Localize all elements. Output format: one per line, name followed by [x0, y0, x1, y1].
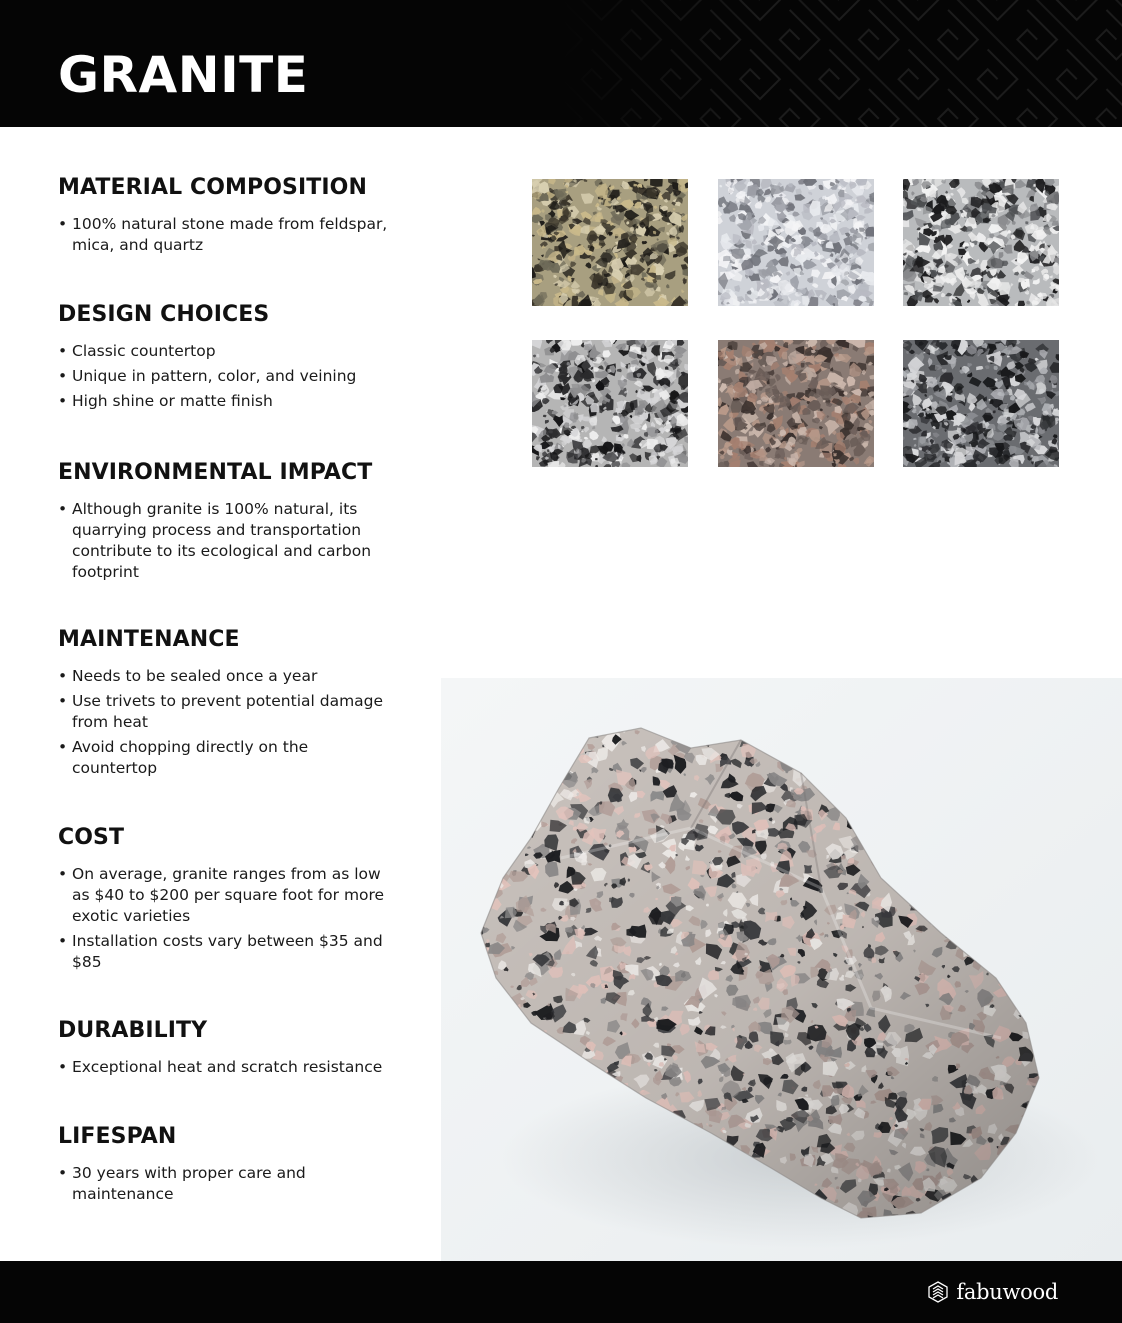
section-durability	[58, 1017, 398, 1082]
swatch-tan-granite	[532, 179, 688, 306]
section-heading: MAINTENANCE	[58, 627, 240, 652]
bullet-icon: •	[58, 865, 68, 883]
list-item	[58, 499, 398, 583]
granite-rock-image	[441, 678, 1122, 1261]
bullet-icon: •	[58, 692, 68, 710]
list-item	[58, 691, 398, 733]
list-item	[58, 391, 398, 412]
bullet-icon: •	[58, 1164, 68, 1182]
bullet-icon: •	[58, 738, 68, 756]
bullet-text: On average, granite ranges from as low as $40 to $200 per square foot for more exotic varieties	[72, 865, 385, 925]
bullet-text: Classic countertop	[72, 342, 216, 360]
granite-rock-illustration	[441, 678, 1122, 1261]
section-heading: ENVIRONMENTAL IMPACT	[58, 460, 373, 485]
section-design-choices	[58, 301, 398, 416]
section-heading: COST	[58, 825, 125, 850]
list-item	[58, 341, 398, 362]
granite-texture	[718, 179, 874, 306]
bullet-icon: •	[58, 367, 68, 385]
brand-name: fabuwood	[956, 1280, 1058, 1304]
bullet-icon: •	[58, 667, 68, 685]
list-item	[58, 1057, 398, 1078]
granite-texture	[903, 340, 1059, 467]
bullet-text: Although granite is 100% natural, its quarrying process and transportation contribute to its ecological and carbon footprint	[72, 500, 372, 581]
list-item	[58, 666, 398, 687]
bullet-text: Installation costs vary between $35 and $85	[72, 932, 383, 971]
bullet-text: Exceptional heat and scratch resistance	[72, 1058, 383, 1076]
swatch-rose-brown-granite	[718, 340, 874, 467]
bullet-text: Unique in pattern, color, and veining	[72, 367, 357, 385]
bullet-text: High shine or matte finish	[72, 392, 273, 410]
section-lifespan	[58, 1123, 398, 1209]
header-pattern	[562, 0, 1122, 127]
granite-texture	[532, 340, 688, 467]
list-item	[58, 1163, 398, 1205]
bullet-text: Avoid chopping directly on the countertop	[72, 738, 309, 777]
swatch-salt-pepper-granite	[903, 179, 1059, 306]
granite-texture	[903, 179, 1059, 306]
bullet-text: 30 years with proper care and maintenance	[72, 1164, 306, 1203]
bullet-icon: •	[58, 500, 68, 518]
brand-mark-icon	[926, 1280, 950, 1304]
granite-texture	[718, 340, 874, 467]
section-heading: MATERIAL COMPOSITION	[58, 175, 367, 200]
list-item	[58, 737, 398, 779]
section-heading: DESIGN CHOICES	[58, 302, 270, 327]
bullet-icon: •	[58, 392, 68, 410]
footer-bar	[0, 1261, 1122, 1323]
section-heading: LIFESPAN	[58, 1124, 177, 1149]
section-heading: DURABILITY	[58, 1018, 208, 1043]
bullet-icon: •	[58, 932, 68, 950]
brand-logo[interactable]	[926, 1278, 1058, 1306]
section-maintenance	[58, 626, 398, 783]
list-item	[58, 864, 398, 927]
list-item	[58, 931, 398, 973]
section-cost	[58, 824, 398, 977]
bullet-text: 100% natural stone made from feldspar, mica, and quartz	[72, 215, 388, 254]
bullet-icon: •	[58, 1058, 68, 1076]
page-title: GRANITE	[58, 46, 309, 104]
section-environmental-impact	[58, 459, 398, 587]
bullet-text: Needs to be sealed once a year	[72, 667, 318, 685]
list-item	[58, 214, 398, 256]
swatch-dark-granite	[903, 340, 1059, 467]
granite-texture	[532, 179, 688, 306]
bullet-text: Use trivets to prevent potential damage from heat	[72, 692, 384, 731]
bullet-icon: •	[58, 215, 68, 233]
swatch-white-black-granite	[532, 340, 688, 467]
bullet-icon: •	[58, 342, 68, 360]
swatch-light-grey-granite	[718, 179, 874, 306]
list-item	[58, 366, 398, 387]
header-bar	[0, 0, 1122, 127]
section-material-composition	[58, 174, 398, 260]
